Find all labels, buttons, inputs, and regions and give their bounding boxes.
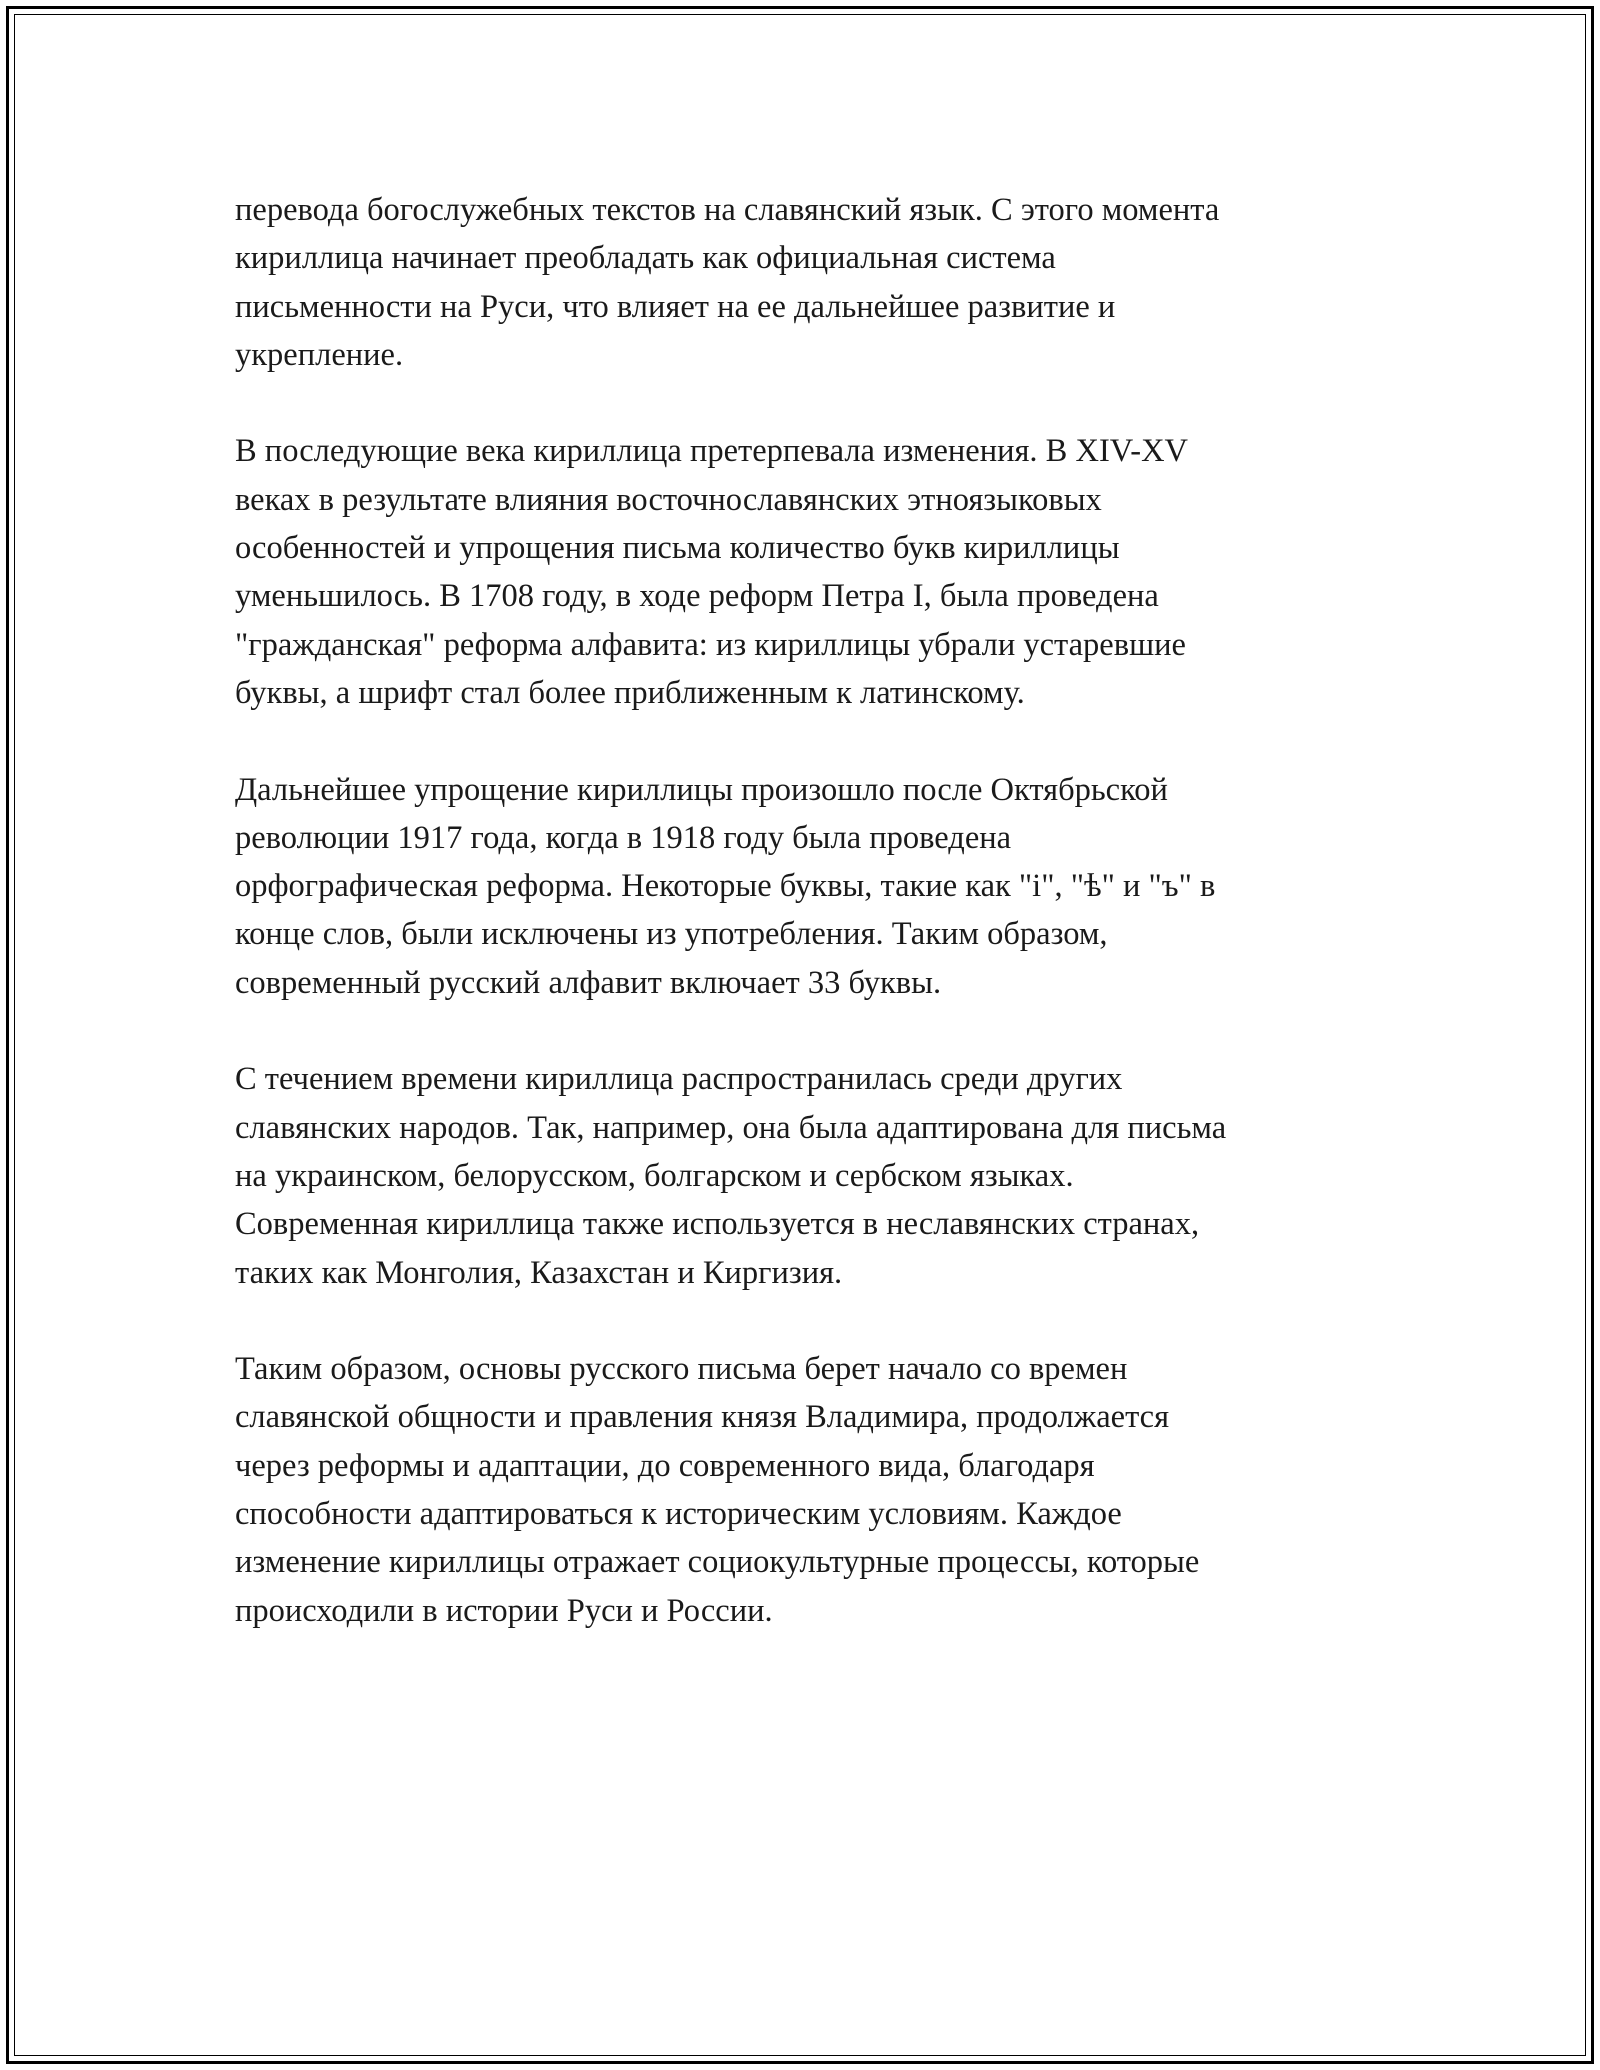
paragraph-3: Дальнейшее упрощение кириллицы произошло после Октябрьской революции 1917 года, когда в 1918 году была проведена орфографическая реформа. Некоторые буквы, такие как "і", "ѣ" и "ъ" в конце слов, были исключены из употребления. Таким образом, современный русский алфавит включает 33 буквы. bbox=[235, 771, 1216, 1001]
paragraph-2: В последующие века кириллица претерпевала изменения. В XIV-XV веках в результате влияния восточнославянских этноязыковых особенностей и упрощения письма количество букв кириллицы уменьшилось. В 1708 году, в ходе реформ Петра I, была проведена "гражданская" реформа алфавита: из кириллицы убрали устаревшие буквы, а шрифт стал более приближенным к латинскому. bbox=[235, 433, 1189, 711]
paragraph-5: Таким образом, основы русского письма берет начало со времен славянской общности и правления князя Владимира, продолжается через реформы и адаптации, до современного вида, благодаря способности адаптироваться к историческим условиям. Каждое изменение кириллицы отражает социокультурные процессы, которые происходили в истории Руси и России. bbox=[235, 1351, 1200, 1629]
paragraph-4: С течением времени кириллица распространилась среди других славянских народов. Так, например, она была адаптирована для письма на украинском, белорусском, болгарском и сербском языках. Современная кириллица также используется в неславянских странах, таких как Монголия, Казахстан и Киргизия. bbox=[235, 1061, 1227, 1291]
paragraph-1: перевода богослужебных текстов на славянский язык. С этого момента кириллица начинает преобладать как официальная система письменности на Руси, что влияет на ее дальнейшее развитие и укрепление. bbox=[235, 192, 1220, 373]
document-body bbox=[235, 186, 1370, 1683]
